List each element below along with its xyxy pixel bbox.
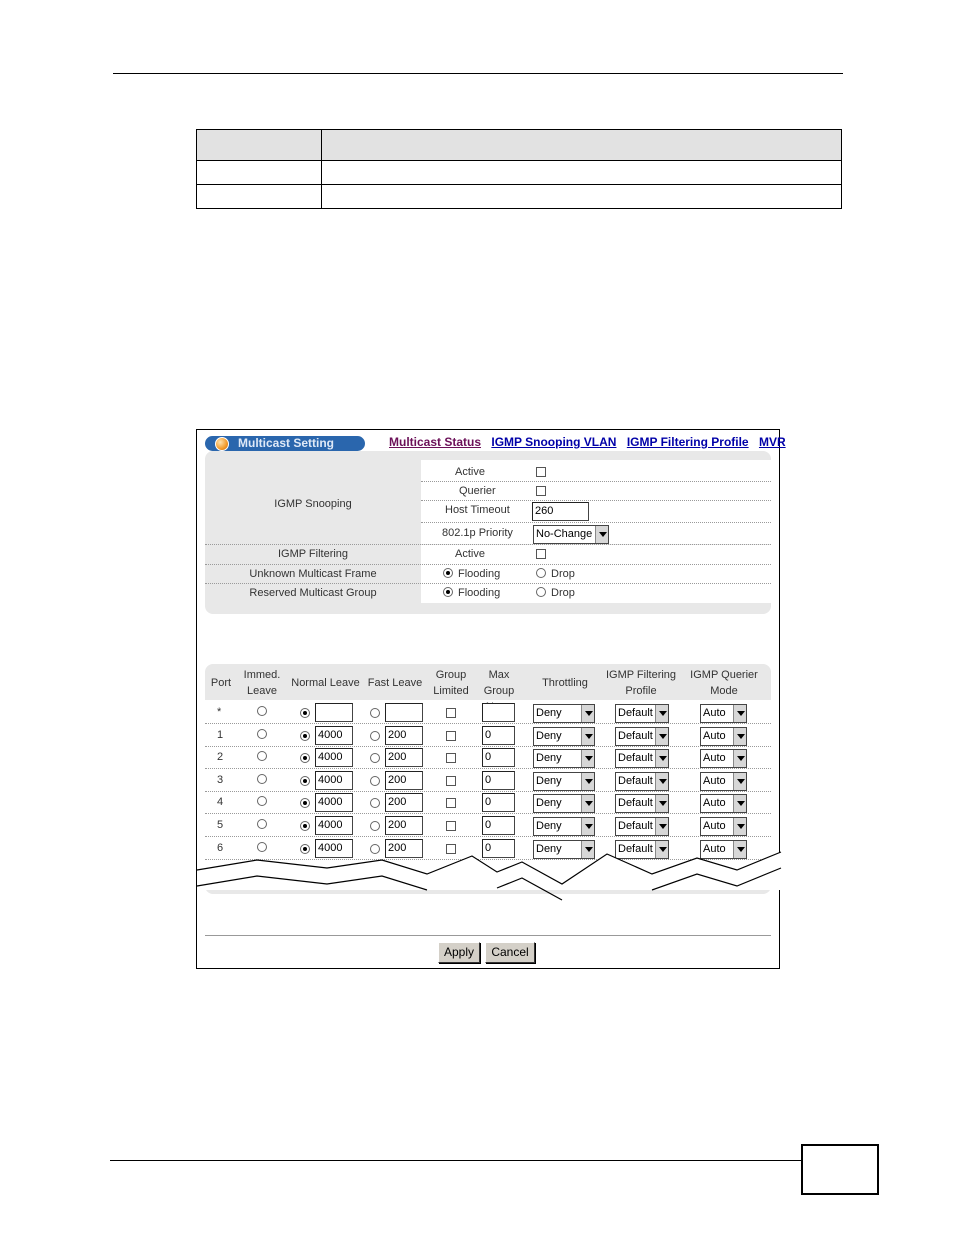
igmp-snooping-label: IGMP Snooping (274, 498, 352, 510)
table-header-row (197, 130, 842, 161)
table-cell (322, 185, 842, 209)
fast-leave-radio[interactable] (370, 731, 380, 741)
querier-mode-select[interactable] (700, 817, 747, 836)
row-divider (205, 583, 771, 584)
throttling-value: Deny (536, 820, 562, 832)
port-cell: 2 (217, 751, 224, 764)
fast-leave-radio[interactable] (370, 753, 380, 763)
link-igmp-filtering-profile[interactable]: IGMP Filtering Profile (626, 435, 749, 449)
querier-mode-value: Auto (703, 797, 726, 810)
reserved-drop-radio[interactable] (536, 587, 546, 597)
throttling-value: Deny (536, 774, 562, 787)
table-row (197, 161, 842, 185)
throttling-value: Deny (536, 729, 562, 742)
chevron-down-icon (733, 750, 746, 767)
immed-leave-radio[interactable] (257, 774, 267, 784)
priority-label: 802.1p Priority (442, 527, 513, 539)
table-cell (322, 161, 842, 185)
chevron-down-icon (581, 818, 594, 835)
fast-leave-radio[interactable] (370, 821, 380, 831)
link-igmp-snooping-vlan[interactable]: IGMP Snooping VLAN (491, 435, 617, 449)
group-limited-checkbox[interactable] (446, 753, 456, 763)
col-filtering-profile: IGMP Filtering Profile (605, 669, 677, 697)
group-limited-checkbox[interactable] (446, 708, 456, 718)
fast-leave-input[interactable]: 200 (385, 816, 423, 835)
normal-leave-input[interactable]: 4000 (315, 816, 353, 835)
immed-leave-radio[interactable] (257, 706, 267, 716)
cancel-button[interactable]: Cancel (485, 942, 535, 963)
filtering-profile-value: Default (618, 729, 653, 742)
filtering-active-label: Active (455, 548, 485, 560)
col-throttling: Throttling (542, 677, 588, 689)
table-cell (322, 130, 842, 161)
filtering-profile-value: Default (618, 752, 653, 765)
chevron-down-icon (733, 773, 746, 790)
col-max-group: Max Group (483, 669, 515, 697)
chevron-down-icon (581, 705, 594, 722)
flooding-label: Flooding (458, 568, 501, 580)
max-group-input[interactable]: 0 (482, 771, 515, 790)
querier-mode-value: Auto (703, 774, 726, 787)
unknown-drop-radio[interactable] (536, 568, 546, 578)
normal-leave-input[interactable]: 4000 (315, 793, 353, 812)
querier-mode-value: Auto (703, 842, 726, 855)
immed-leave-radio[interactable] (257, 796, 267, 806)
col-group-limited: Group Limited (433, 669, 469, 697)
port-cell: 6 (217, 841, 224, 854)
col-normal-leave: Normal Leave (291, 677, 360, 689)
querier-mode-select[interactable] (700, 772, 747, 791)
chevron-down-icon (655, 728, 668, 745)
filtering-profile-select[interactable] (615, 704, 669, 723)
chevron-down-icon (733, 818, 746, 835)
chevron-down-icon (595, 526, 608, 543)
chevron-down-icon (733, 705, 746, 722)
normal-leave-radio[interactable] (300, 708, 310, 718)
flooding-label: Flooding (458, 587, 501, 599)
host-timeout-label: Host Timeout (445, 504, 510, 516)
throttling-value: Deny (536, 797, 562, 810)
link-mvr[interactable]: MVR (758, 435, 786, 449)
break-line-graphic (197, 840, 781, 890)
filtering-profile-select[interactable] (615, 772, 669, 791)
priority-select[interactable] (533, 525, 609, 544)
separator (205, 935, 771, 936)
immed-leave-radio[interactable] (257, 751, 267, 761)
col-immed-leave: Immed. Leave (243, 669, 281, 697)
row-divider (421, 522, 771, 523)
normal-leave-input[interactable]: 4000 (315, 748, 353, 767)
row-divider (205, 564, 771, 565)
priority-value: No-Change (536, 528, 593, 540)
title-bar (205, 436, 365, 451)
screen-title: Multicast Setting (238, 436, 335, 450)
fast-leave-input[interactable]: 200 (385, 839, 423, 858)
group-limited-checkbox[interactable] (446, 821, 456, 831)
group-limited-checkbox[interactable] (446, 798, 456, 808)
port-cell: 3 (217, 773, 224, 786)
footer-rule (110, 1160, 802, 1161)
unknown-flooding-radio[interactable] (443, 568, 453, 578)
max-group-input[interactable]: 0 (482, 839, 515, 858)
reserved-multicast-label: Reserved Multicast Group (249, 587, 377, 599)
querier-label: Querier (459, 485, 496, 497)
fast-leave-radio[interactable] (370, 798, 380, 808)
filtering-profile-value: Default (618, 707, 653, 719)
normal-leave-input[interactable] (315, 703, 353, 722)
fast-leave-input[interactable]: 200 (385, 771, 423, 790)
throttling-select[interactable] (533, 704, 595, 723)
port-cell: 5 (217, 819, 224, 831)
filtering-profile-value: Default (618, 797, 653, 810)
table-row (197, 792, 781, 814)
table-row (197, 185, 842, 209)
table-row (197, 747, 781, 769)
chevron-down-icon (733, 795, 746, 812)
normal-leave-input[interactable]: 4000 (315, 771, 353, 790)
normal-leave-radio[interactable] (300, 821, 310, 831)
filtering-active-checkbox[interactable] (536, 549, 546, 559)
querier-mode-select[interactable] (700, 727, 747, 746)
querier-mode-value: Auto (703, 752, 726, 765)
table-row (197, 725, 781, 747)
filtering-profile-select[interactable] (615, 817, 669, 836)
col-port: Port (210, 677, 232, 689)
normal-leave-input[interactable]: 4000 (315, 726, 353, 745)
max-group-input[interactable] (482, 703, 515, 722)
nav-links (389, 435, 793, 449)
drop-label: Drop (551, 568, 575, 580)
port-cell: 1 (217, 728, 224, 741)
immed-leave-radio[interactable] (257, 729, 267, 739)
normal-leave-radio[interactable] (300, 731, 310, 741)
chevron-down-icon (655, 750, 668, 767)
chevron-down-icon (655, 705, 668, 722)
chevron-down-icon (733, 728, 746, 745)
filtering-profile-select[interactable] (615, 794, 669, 813)
throttling-value: Deny (536, 752, 562, 765)
table-row (197, 702, 781, 724)
table-row (197, 815, 781, 837)
active-label: Active (455, 466, 485, 478)
reserved-flooding-radio[interactable] (443, 587, 453, 597)
querier-mode-value: Auto (703, 820, 726, 832)
drop-label: Drop (551, 587, 575, 599)
querier-mode-value: Auto (703, 707, 726, 719)
fast-leave-input[interactable]: 200 (385, 793, 423, 812)
page-number-box (801, 1144, 879, 1195)
snooping-active-checkbox[interactable] (536, 467, 546, 477)
filtering-profile-value: Default (618, 842, 653, 855)
fast-leave-radio[interactable] (370, 708, 380, 718)
row-divider (205, 544, 771, 545)
normal-leave-radio[interactable] (300, 798, 310, 808)
throttling-select[interactable] (533, 772, 595, 791)
chevron-down-icon (581, 728, 594, 745)
orb-icon (215, 437, 229, 451)
port-cell: * (217, 706, 222, 718)
throttling-select[interactable] (533, 727, 595, 746)
table-cell (197, 130, 322, 161)
throttling-select[interactable] (533, 794, 595, 813)
fast-leave-input[interactable]: 200 (385, 748, 423, 767)
chevron-down-icon (655, 795, 668, 812)
max-group-input[interactable]: 0 (482, 793, 515, 812)
max-group-input[interactable]: 0 (482, 726, 515, 745)
table-cell (197, 161, 322, 185)
chevron-down-icon (655, 818, 668, 835)
fast-leave-input[interactable] (385, 703, 423, 722)
chevron-down-icon (581, 773, 594, 790)
apply-button[interactable]: Apply (438, 942, 480, 963)
row-divider (421, 500, 771, 501)
querier-mode-select[interactable] (700, 704, 747, 723)
querier-checkbox[interactable] (536, 486, 546, 496)
multicast-setting-screenshot (196, 429, 786, 969)
group-limited-checkbox[interactable] (446, 776, 456, 786)
normal-leave-radio[interactable] (300, 776, 310, 786)
chevron-down-icon (581, 750, 594, 767)
igmp-filtering-label: IGMP Filtering (277, 548, 349, 560)
row-divider (421, 481, 771, 482)
throttling-select[interactable] (533, 749, 595, 768)
filtering-profile-select[interactable] (615, 749, 669, 768)
filtering-profile-select[interactable] (615, 727, 669, 746)
throttling-select[interactable] (533, 817, 595, 836)
unknown-multicast-label: Unknown Multicast Frame (249, 568, 377, 580)
group-limited-checkbox[interactable] (446, 731, 456, 741)
normal-leave-radio[interactable] (300, 753, 310, 763)
host-timeout-input[interactable]: 260 (532, 502, 589, 521)
chevron-down-icon (655, 773, 668, 790)
max-group-input[interactable]: 0 (482, 816, 515, 835)
description-table (196, 129, 842, 209)
port-cell: 4 (217, 796, 224, 809)
querier-mode-select[interactable] (700, 794, 747, 813)
col-fast-leave: Fast Leave (367, 677, 423, 689)
table-row (197, 770, 781, 792)
throttling-value: Deny (536, 707, 562, 719)
fast-leave-radio[interactable] (370, 776, 380, 786)
filtering-profile-value: Default (618, 774, 653, 787)
normal-leave-input[interactable]: 4000 (315, 839, 353, 858)
querier-mode-select[interactable] (700, 749, 747, 768)
fast-leave-input[interactable]: 200 (385, 726, 423, 745)
throttling-value: Deny (536, 842, 562, 855)
max-group-input[interactable]: 0 (482, 748, 515, 767)
chevron-down-icon (581, 795, 594, 812)
link-multicast-status[interactable]: Multicast Status (389, 435, 482, 449)
col-querier-mode: IGMP Querier Mode (690, 669, 758, 697)
table-cell (197, 185, 322, 209)
header-rule (113, 73, 843, 74)
immed-leave-radio[interactable] (257, 819, 267, 829)
querier-mode-value: Auto (703, 729, 726, 742)
filtering-profile-value: Default (618, 820, 653, 832)
